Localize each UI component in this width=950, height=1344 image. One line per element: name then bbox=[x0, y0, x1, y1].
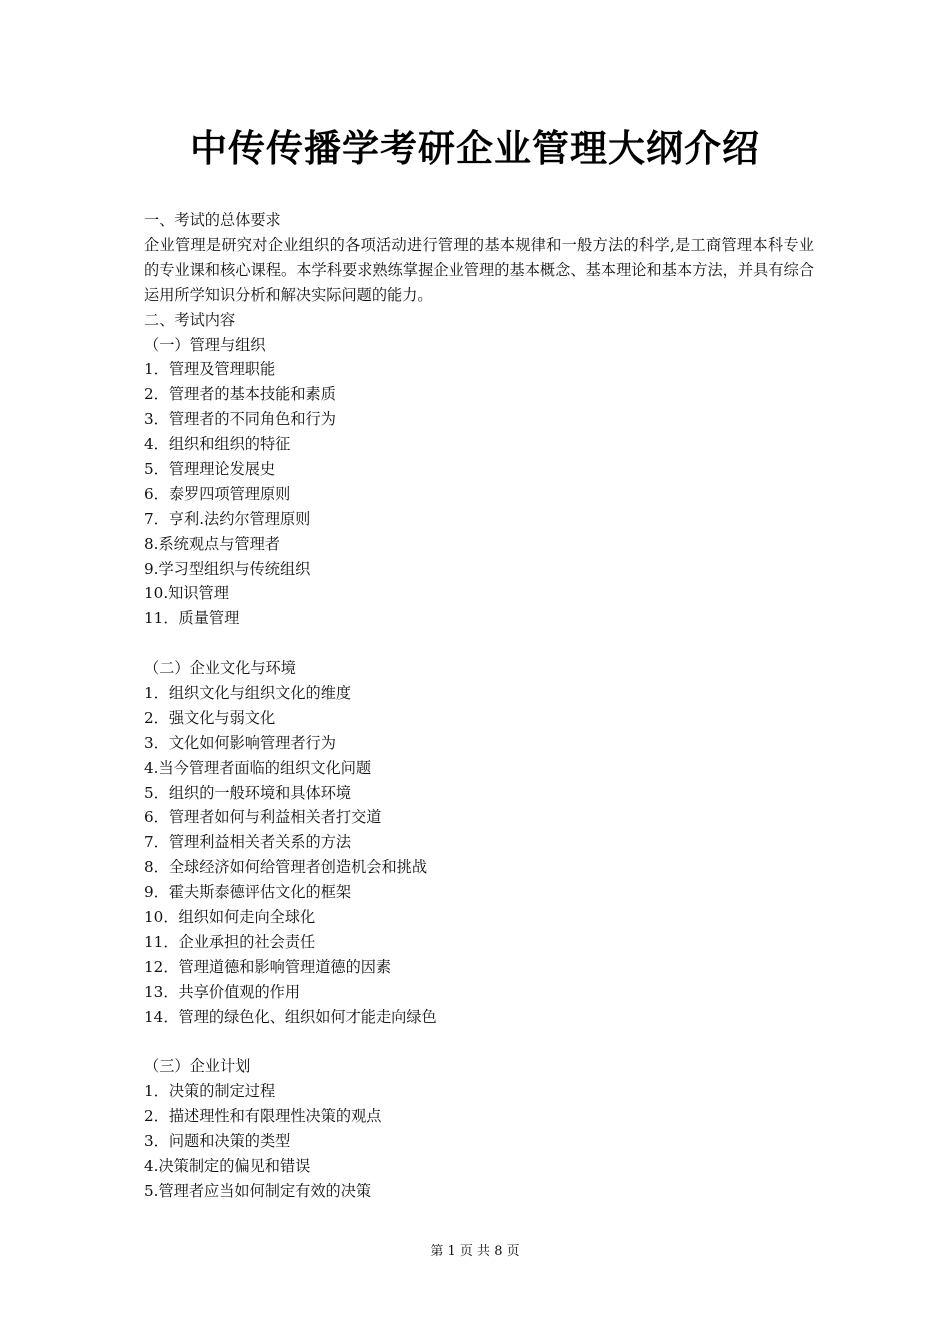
subsection-heading: （三）企业计划 bbox=[144, 1057, 251, 1076]
section-heading: 二、考试内容 bbox=[144, 310, 236, 329]
section-heading: 一、考试的总体要求 bbox=[144, 211, 281, 229]
list-item: 9．霍夫斯泰德评估文化的框架 bbox=[144, 883, 352, 902]
list-item: 1．组织文化与组织文化的维度 bbox=[144, 683, 352, 702]
blank-line bbox=[144, 631, 814, 656]
list-item: 12．管理道德和影响管理道德的因素 bbox=[144, 957, 392, 976]
list-item: 13．共享价值观的作用 bbox=[144, 982, 301, 1001]
list-item: 6．管理者如何与利益相关者打交道 bbox=[144, 808, 382, 827]
subsection-heading: （一）管理与组织 bbox=[144, 335, 266, 354]
list-item: 3．管理者的不同角色和行为 bbox=[144, 410, 336, 429]
list-item: 10.知识管理 bbox=[144, 584, 229, 603]
list-item: 1．决策的制定过程 bbox=[144, 1082, 276, 1101]
subsection-heading: （二）企业文化与环境 bbox=[144, 659, 296, 678]
list-item: 11．企业承担的社会责任 bbox=[144, 932, 316, 951]
list-item: 4．组织和组织的特征 bbox=[144, 435, 291, 454]
list-item: 5．管理理论发展史 bbox=[144, 459, 276, 478]
list-item: 9.学习型组织与传统组织 bbox=[144, 559, 311, 578]
list-item: 10．组织如何走向全球化 bbox=[144, 907, 316, 926]
list-item: 5.管理者应当如何制定有效的决策 bbox=[144, 1181, 372, 1200]
list-item: 6．泰罗四项管理原则 bbox=[144, 484, 291, 503]
list-item: 11．质量管理 bbox=[144, 609, 240, 628]
list-item: 5．组织的一般环境和具体环境 bbox=[144, 783, 352, 802]
list-item: 14．管理的绿色化、组织如何才能走向绿色 bbox=[144, 1007, 437, 1026]
document-title: 中传传播学考研企业管理大纲介绍 bbox=[190, 126, 760, 170]
list-item: 8．全球经济如何给管理者创造机会和挑战 bbox=[144, 858, 428, 877]
page-footer: 第 1 页 共 8 页 bbox=[430, 1244, 520, 1259]
list-item: 2．管理者的基本技能和素质 bbox=[144, 385, 336, 404]
list-item: 3．文化如何影响管理者行为 bbox=[144, 733, 336, 752]
list-item: 3．问题和决策的类型 bbox=[144, 1132, 291, 1150]
document-body bbox=[144, 208, 814, 1204]
list-item: 8.系统观点与管理者 bbox=[144, 534, 280, 553]
list-item: 2．描述理性和有限理性决策的观点 bbox=[144, 1107, 382, 1126]
list-item: 7．管理利益相关者关系的方法 bbox=[144, 833, 352, 852]
blank-line bbox=[144, 1029, 814, 1054]
list-item: 4.决策制定的偏见和错误 bbox=[144, 1156, 311, 1175]
paragraph: 企业管理是研究对企业组织的各项活动进行管理的基本规律和一般方法的科学,是工商管理本科专业的专业课和核心课程。本学科要求熟练掌握企业管理的基本概念、基本理论和基本方法，并具有综合运用所学知识分析和解决实际问题的能力。 bbox=[144, 235, 814, 304]
list-item: 1．管理及管理职能 bbox=[144, 360, 276, 379]
list-item: 2．强文化与弱文化 bbox=[144, 708, 276, 727]
list-item: 7．亨利.法约尔管理原则 bbox=[144, 509, 311, 528]
list-item: 4.当今管理者面临的组织文化问题 bbox=[144, 758, 372, 777]
